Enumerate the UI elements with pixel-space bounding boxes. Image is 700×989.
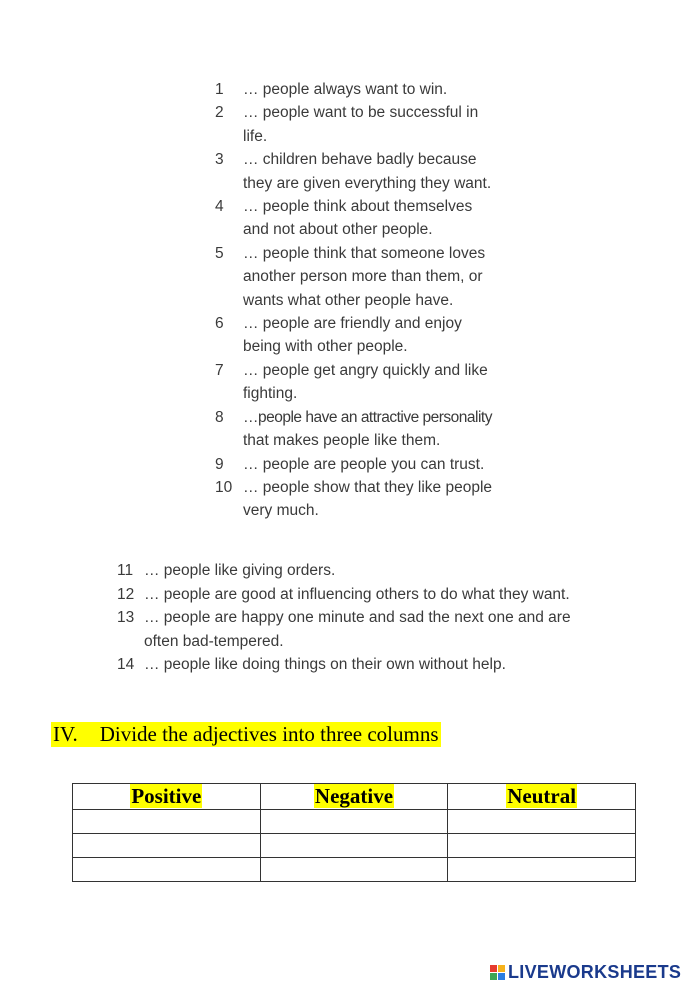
answer-cell[interactable] (260, 810, 448, 834)
list-item (215, 312, 545, 359)
item-line: …people have an attractive personality (243, 408, 492, 426)
list-item (215, 148, 545, 195)
item-number: 9 (215, 455, 224, 473)
item-line: … people always want to win. (243, 81, 448, 98)
section-title: Divide the adjectives into three columns (99, 722, 439, 746)
item-line: … people think that someone loves (243, 244, 486, 262)
list-item (117, 583, 627, 607)
list-item (215, 242, 545, 312)
list-item (215, 406, 545, 453)
item-line: … people are friendly and enjoy (243, 315, 462, 333)
answer-cell[interactable] (73, 834, 261, 858)
section-heading (51, 722, 441, 747)
item-line: … people are good at influencing others to do what they want. (144, 585, 570, 603)
list-item (117, 606, 627, 653)
logo-square (490, 965, 497, 972)
item-number: 12 (117, 585, 135, 603)
item-line: … people are people you can trust. (243, 455, 485, 473)
item-number: 11 (117, 562, 134, 579)
column-header-positive: Positive (73, 784, 261, 810)
answer-cell[interactable] (448, 858, 636, 882)
item-line: another person more than them, or (243, 268, 483, 286)
item-number: 14 (117, 656, 135, 674)
list-item (215, 101, 545, 148)
item-line: … children behave badly because (243, 151, 477, 169)
item-number: 10 (215, 478, 233, 496)
answer-cell[interactable] (448, 810, 636, 834)
list-item (215, 78, 545, 101)
item-number: 5 (215, 244, 224, 262)
table-row (73, 858, 636, 882)
item-line: … people are happy one minute and sad the next one and are (144, 609, 571, 627)
item-number: 3 (215, 151, 224, 169)
question-list-part-one (215, 78, 545, 523)
item-line: being with other people. (243, 338, 408, 356)
item-line: … people like giving orders. (144, 562, 336, 579)
column-header-neutral: Neutral (448, 784, 636, 810)
item-line: life. (243, 127, 268, 145)
answer-cell[interactable] (73, 810, 261, 834)
table-header-row (73, 784, 636, 810)
adjective-table (72, 783, 636, 882)
question-list-part-two (117, 559, 627, 677)
answer-cell[interactable] (260, 858, 448, 882)
section-number: IV. (53, 722, 78, 746)
logo-square (498, 965, 505, 972)
answer-cell[interactable] (73, 858, 261, 882)
item-line: often bad-tempered. (144, 632, 284, 650)
item-line: very much. (243, 502, 319, 520)
answer-cell[interactable] (448, 834, 636, 858)
item-number: 1 (215, 81, 224, 98)
answer-cell[interactable] (260, 834, 448, 858)
item-number: 7 (215, 361, 224, 379)
list-item (117, 559, 627, 583)
table-row (73, 810, 636, 834)
table-row (73, 834, 636, 858)
item-number: 6 (215, 315, 224, 333)
item-line: wants what other people have. (243, 291, 454, 309)
item-number: 8 (215, 408, 224, 426)
liveworksheets-logo[interactable] (490, 962, 681, 983)
item-line: fighting. (243, 385, 298, 403)
item-line: … people like doing things on their own without help. (144, 656, 506, 674)
list-item (215, 359, 545, 406)
item-number: 13 (117, 609, 135, 627)
column-header-negative: Negative (260, 784, 448, 810)
item-line: … people think about themselves (243, 198, 473, 216)
item-line: that makes people like them. (243, 432, 441, 450)
item-line: … people show that they like people (243, 478, 493, 496)
item-number: 2 (215, 104, 224, 122)
item-line: they are given everything they want. (243, 174, 492, 192)
item-line: … people want to be successful in (243, 104, 479, 122)
list-item (215, 195, 545, 242)
logo-square (490, 973, 497, 980)
liveworksheets-logo-icon (490, 965, 505, 980)
item-line: and not about other people. (243, 221, 433, 239)
item-line: … people get angry quickly and like (243, 361, 488, 379)
list-item (117, 653, 627, 677)
logo-text: LIVEWORKSHEETS (508, 962, 682, 982)
item-number: 4 (215, 198, 224, 216)
list-item (215, 453, 545, 476)
logo-square (498, 973, 505, 980)
list-item (215, 476, 545, 523)
